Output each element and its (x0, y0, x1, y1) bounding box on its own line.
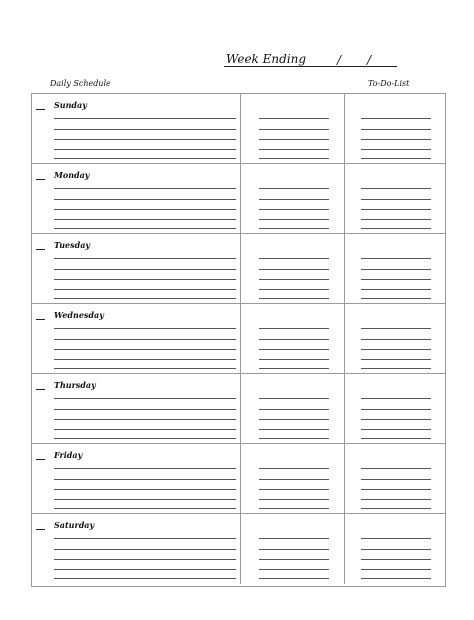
day-checkbox-line[interactable] (36, 249, 45, 250)
schedule-writing-line[interactable] (54, 258, 236, 259)
todo-writing-line[interactable] (259, 429, 329, 430)
todo-writing-line[interactable] (361, 289, 431, 290)
todo-writing-line[interactable] (361, 228, 431, 229)
schedule-writing-line[interactable] (54, 289, 236, 290)
schedule-writing-line[interactable] (54, 188, 236, 189)
day-row-tuesday (32, 234, 445, 304)
column-divider (344, 94, 345, 163)
column-divider (344, 444, 345, 513)
todo-writing-line[interactable] (259, 549, 329, 550)
todo-writing-line[interactable] (361, 269, 431, 270)
schedule-writing-line[interactable] (54, 578, 236, 579)
daily-schedule-heading: Daily Schedule (50, 79, 111, 88)
todo-writing-line[interactable] (361, 139, 431, 140)
todo-writing-line[interactable] (361, 398, 431, 399)
todo-writing-line[interactable] (259, 149, 329, 150)
todo-writing-line[interactable] (361, 499, 431, 500)
todo-writing-line[interactable] (361, 199, 431, 200)
schedule-writing-line[interactable] (54, 149, 236, 150)
day-row-saturday (32, 514, 445, 584)
todo-writing-line[interactable] (361, 258, 431, 259)
schedule-writing-line[interactable] (54, 429, 236, 430)
todo-writing-line[interactable] (259, 298, 329, 299)
todo-writing-line[interactable] (259, 368, 329, 369)
column-divider (344, 164, 345, 233)
todo-writing-line[interactable] (259, 158, 329, 159)
schedule-writing-line[interactable] (54, 559, 236, 560)
schedule-writing-line[interactable] (54, 199, 236, 200)
schedule-writing-line[interactable] (54, 549, 236, 550)
todo-writing-line[interactable] (361, 489, 431, 490)
to-do-list-heading: To-Do-List (368, 79, 410, 88)
todo-writing-line[interactable] (361, 359, 431, 360)
column-divider (344, 374, 345, 443)
todo-writing-line[interactable] (361, 549, 431, 550)
day-label: Saturday (54, 520, 95, 530)
todo-writing-line[interactable] (361, 279, 431, 280)
schedule-writing-line[interactable] (54, 468, 236, 469)
column-divider (240, 304, 241, 373)
todo-writing-line[interactable] (259, 578, 329, 579)
date-separator-2: / (367, 53, 372, 67)
todo-writing-line[interactable] (259, 489, 329, 490)
schedule-writing-line[interactable] (54, 158, 236, 159)
todo-writing-line[interactable] (259, 289, 329, 290)
weekly-planner-grid (31, 93, 446, 587)
schedule-writing-line[interactable] (54, 219, 236, 220)
week-ending-header (224, 52, 399, 68)
schedule-writing-line[interactable] (54, 118, 236, 119)
column-divider (240, 94, 241, 163)
todo-writing-line[interactable] (259, 419, 329, 420)
todo-writing-line[interactable] (361, 298, 431, 299)
column-divider (344, 514, 345, 584)
todo-writing-line[interactable] (259, 359, 329, 360)
column-divider (240, 234, 241, 303)
todo-writing-line[interactable] (361, 368, 431, 369)
week-ending-date-field[interactable] (224, 66, 397, 67)
day-checkbox-line[interactable] (36, 389, 45, 390)
schedule-writing-line[interactable] (54, 139, 236, 140)
todo-writing-line[interactable] (259, 219, 329, 220)
todo-writing-line[interactable] (361, 209, 431, 210)
day-row-monday (32, 164, 445, 234)
todo-writing-line[interactable] (361, 219, 431, 220)
todo-writing-line[interactable] (361, 538, 431, 539)
schedule-writing-line[interactable] (54, 359, 236, 360)
day-row-sunday (32, 94, 445, 164)
todo-writing-line[interactable] (259, 559, 329, 560)
day-row-thursday (32, 374, 445, 444)
todo-writing-line[interactable] (259, 499, 329, 500)
todo-writing-line[interactable] (361, 479, 431, 480)
day-label: Wednesday (54, 310, 104, 320)
todo-writing-line[interactable] (259, 269, 329, 270)
todo-writing-line[interactable] (361, 569, 431, 570)
todo-writing-line[interactable] (361, 349, 431, 350)
todo-writing-line[interactable] (259, 328, 329, 329)
day-label: Friday (54, 450, 83, 460)
day-row-wednesday (32, 304, 445, 374)
todo-writing-line[interactable] (259, 209, 329, 210)
todo-writing-line[interactable] (259, 438, 329, 439)
todo-writing-line[interactable] (259, 279, 329, 280)
day-label: Tuesday (54, 240, 91, 250)
todo-writing-line[interactable] (259, 188, 329, 189)
schedule-writing-line[interactable] (54, 489, 236, 490)
schedule-writing-line[interactable] (54, 499, 236, 500)
todo-writing-line[interactable] (259, 129, 329, 130)
todo-writing-line[interactable] (259, 139, 329, 140)
day-checkbox-line[interactable] (36, 179, 45, 180)
todo-writing-line[interactable] (361, 409, 431, 410)
todo-writing-line[interactable] (361, 339, 431, 340)
schedule-writing-line[interactable] (54, 479, 236, 480)
todo-writing-line[interactable] (361, 158, 431, 159)
todo-writing-line[interactable] (259, 508, 329, 509)
schedule-writing-line[interactable] (54, 409, 236, 410)
schedule-writing-line[interactable] (54, 339, 236, 340)
day-checkbox-line[interactable] (36, 529, 45, 530)
schedule-writing-line[interactable] (54, 569, 236, 570)
todo-writing-line[interactable] (361, 429, 431, 430)
schedule-writing-line[interactable] (54, 368, 236, 369)
todo-writing-line[interactable] (259, 349, 329, 350)
todo-writing-line[interactable] (361, 149, 431, 150)
todo-writing-line[interactable] (259, 479, 329, 480)
day-label: Sunday (54, 100, 87, 110)
todo-writing-line[interactable] (259, 199, 329, 200)
schedule-writing-line[interactable] (54, 349, 236, 350)
todo-writing-line[interactable] (361, 578, 431, 579)
schedule-writing-line[interactable] (54, 228, 236, 229)
schedule-writing-line[interactable] (54, 419, 236, 420)
todo-writing-line[interactable] (361, 129, 431, 130)
schedule-writing-line[interactable] (54, 279, 236, 280)
schedule-writing-line[interactable] (54, 438, 236, 439)
column-divider (344, 304, 345, 373)
day-checkbox-line[interactable] (36, 109, 45, 110)
day-checkbox-line[interactable] (36, 319, 45, 320)
schedule-writing-line[interactable] (54, 269, 236, 270)
schedule-writing-line[interactable] (54, 298, 236, 299)
todo-writing-line[interactable] (259, 409, 329, 410)
todo-writing-line[interactable] (361, 468, 431, 469)
day-label: Monday (54, 170, 90, 180)
todo-writing-line[interactable] (259, 258, 329, 259)
schedule-writing-line[interactable] (54, 129, 236, 130)
todo-writing-line[interactable] (361, 508, 431, 509)
todo-writing-line[interactable] (361, 419, 431, 420)
column-divider (240, 514, 241, 584)
day-label: Thursday (54, 380, 96, 390)
todo-writing-line[interactable] (259, 468, 329, 469)
column-divider (240, 164, 241, 233)
schedule-writing-line[interactable] (54, 209, 236, 210)
todo-writing-line[interactable] (259, 569, 329, 570)
todo-writing-line[interactable] (361, 328, 431, 329)
schedule-writing-line[interactable] (54, 508, 236, 509)
todo-writing-line[interactable] (361, 559, 431, 560)
schedule-writing-line[interactable] (54, 538, 236, 539)
todo-writing-line[interactable] (361, 118, 431, 119)
column-divider (240, 444, 241, 513)
date-separator-1: / (337, 53, 342, 67)
week-ending-label: Week Ending (226, 52, 307, 66)
todo-writing-line[interactable] (259, 118, 329, 119)
schedule-writing-line[interactable] (54, 398, 236, 399)
todo-writing-line[interactable] (259, 228, 329, 229)
todo-writing-line[interactable] (259, 398, 329, 399)
todo-writing-line[interactable] (361, 438, 431, 439)
todo-writing-line[interactable] (259, 339, 329, 340)
column-divider (344, 234, 345, 303)
todo-writing-line[interactable] (259, 538, 329, 539)
schedule-writing-line[interactable] (54, 328, 236, 329)
day-checkbox-line[interactable] (36, 459, 45, 460)
todo-writing-line[interactable] (361, 188, 431, 189)
column-divider (240, 374, 241, 443)
day-row-friday (32, 444, 445, 514)
